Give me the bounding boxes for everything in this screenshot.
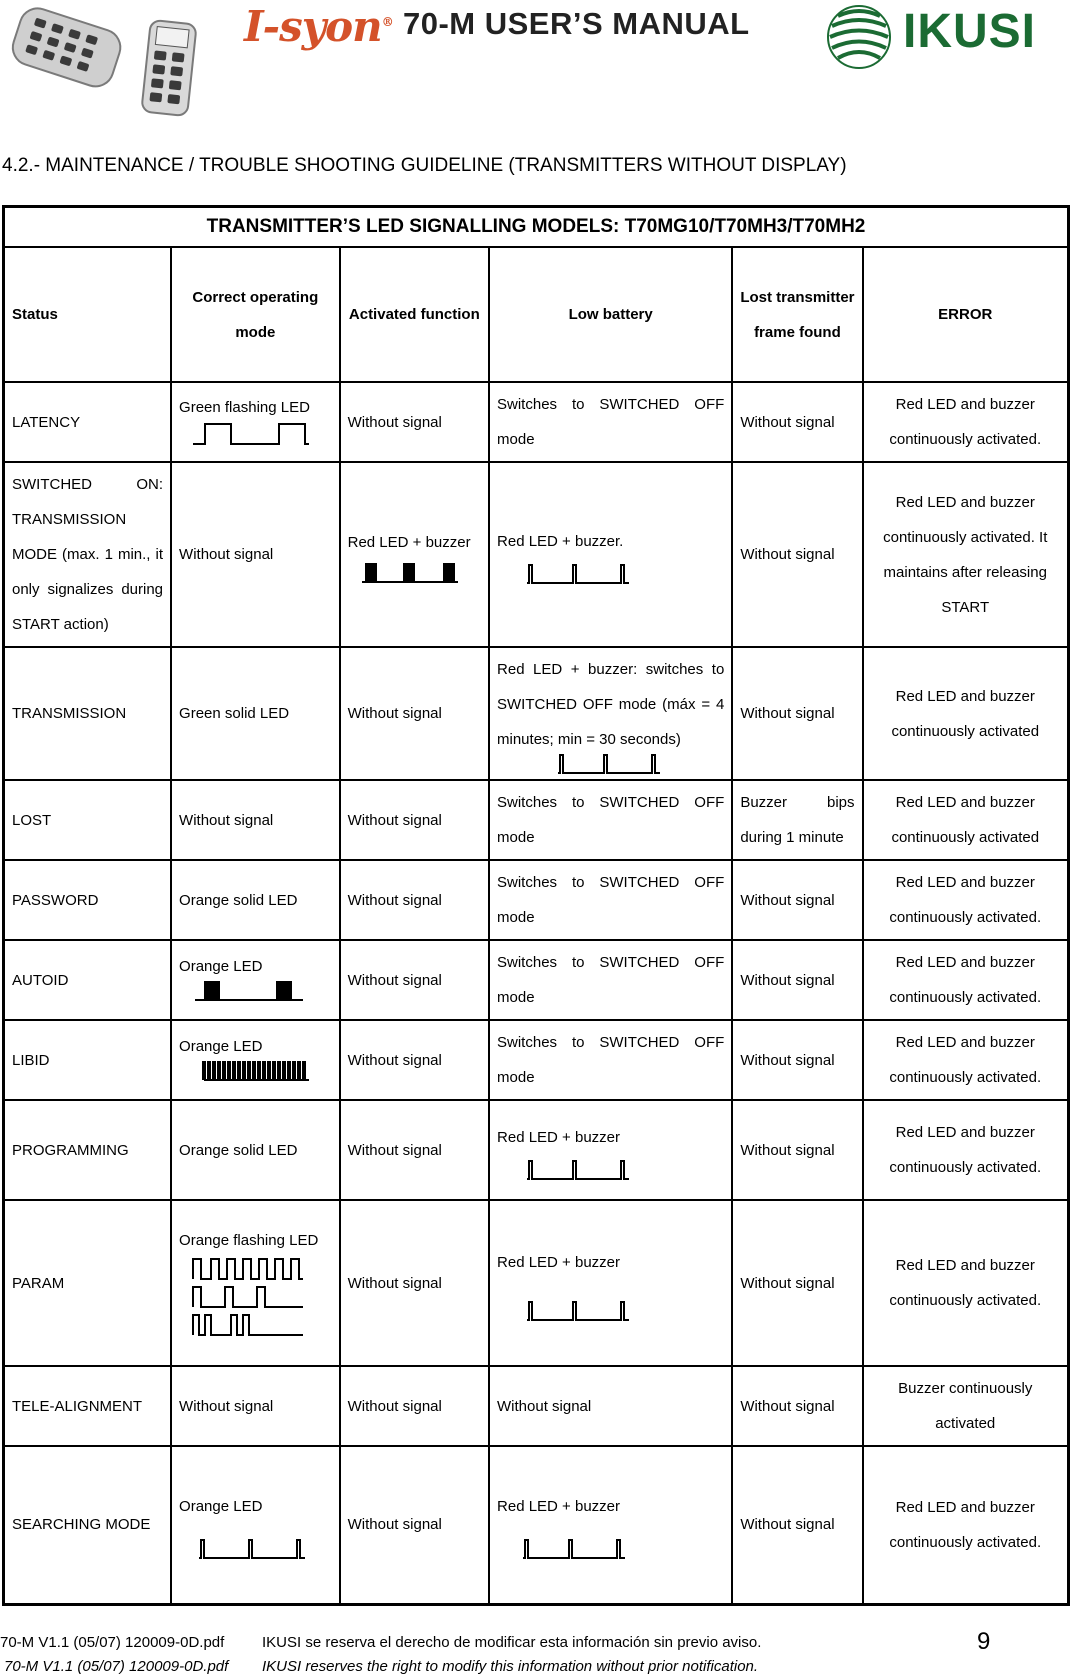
table-row (4, 780, 1069, 860)
cell-status: LATENCY (4, 382, 172, 462)
cell-low-battery: Switches to SWITCHED OFF mode (489, 382, 732, 462)
footer-notice-en: IKUSI reserves the right to modify this information without prior notification. (262, 1658, 759, 1675)
table-row (4, 860, 1069, 940)
cell-lost: Without signal (732, 1200, 862, 1366)
cell-lost: Buzzer bips during 1 minute (732, 780, 862, 860)
page-header (0, 0, 1072, 125)
cell-status: SEARCHING MODE (4, 1446, 172, 1604)
cell-low-battery: Red LED + buzzer (489, 1200, 732, 1366)
table-row (4, 647, 1069, 780)
cell-error: Red LED and buzzer continuously activated. (863, 1100, 1069, 1200)
cell-activated: Without signal (340, 1020, 489, 1100)
header-correct-mode: Correct operating mode (171, 247, 340, 382)
header-activated-function: Activated function (340, 247, 489, 382)
header-error: ERROR (863, 247, 1069, 382)
section-title: 4.2.- MAINTENANCE / TROUBLE SHOOTING GUIDELINE (TRANSMITTERS WITHOUT DISPLAY) (2, 155, 847, 176)
led-waveform-icon (191, 1255, 311, 1281)
cell-correct: Orange solid LED (171, 860, 340, 940)
cell-correct: Orange LED (171, 1020, 340, 1100)
led-waveform-icon (191, 1536, 311, 1560)
company-logo-text: IKUSI (903, 5, 1037, 58)
ikusi-globe-icon (826, 4, 892, 70)
cell-status: TELE-ALIGNMENT (4, 1366, 172, 1446)
header-lost-frame: Lost transmitter frame found (732, 247, 862, 382)
table-row (4, 940, 1069, 1020)
cell-correct: Without signal (171, 1366, 340, 1446)
cell-low-battery: Red LED + buzzer. (489, 462, 732, 647)
cell-correct: Orange flashing LED (171, 1200, 340, 1366)
cell-activated: Without signal (340, 780, 489, 860)
led-waveform-icon (525, 1157, 635, 1181)
cell-activated: Without signal (340, 647, 489, 780)
cell-correct: Without signal (171, 780, 340, 860)
cell-correct: Orange solid LED (171, 1100, 340, 1200)
header-low-battery: Low battery (489, 247, 732, 382)
led-waveform-icon (525, 561, 635, 585)
cell-status: SWITCHED ON: TRANSMISSION MODE (max. 1 min., it only signalizes during START action) (4, 462, 172, 647)
footer-doc-id-en: 70-M V1.1 (05/07) 120009-0D.pdf (4, 1658, 229, 1675)
cell-activated: Without signal (340, 860, 489, 940)
table-row (4, 1200, 1069, 1366)
cell-status: AUTOID (4, 940, 172, 1020)
cell-activated: Without signal (340, 1366, 489, 1446)
cell-correct: Orange LED (171, 1446, 340, 1604)
footer-doc-id: 70-M V1.1 (05/07) 120009-0D.pdf (0, 1634, 225, 1651)
cell-low-battery: Without signal (489, 1366, 732, 1446)
cell-lost: Without signal (732, 647, 862, 780)
cell-low-battery: Switches to SWITCHED OFF mode (489, 940, 732, 1020)
cell-activated: Red LED + buzzer (340, 462, 489, 647)
header-status: Status (4, 247, 172, 382)
remote-control-display-image (140, 18, 198, 118)
cell-error: Red LED and buzzer continuously activated. (863, 940, 1069, 1020)
cell-status: PARAM (4, 1200, 172, 1366)
cell-lost: Without signal (732, 940, 862, 1020)
cell-low-battery: Red LED + buzzer (489, 1100, 732, 1200)
cell-activated: Without signal (340, 940, 489, 1020)
table-row (4, 1020, 1069, 1100)
table-row (4, 1446, 1069, 1604)
table-row (4, 462, 1069, 647)
cell-low-battery: Red LED + buzzer (489, 1446, 732, 1604)
led-waveform-icon (521, 1536, 631, 1560)
cell-status: LOST (4, 780, 172, 860)
cell-error: Red LED and buzzer continuously activated. (863, 860, 1069, 940)
cell-activated: Without signal (340, 382, 489, 462)
cell-lost: Without signal (732, 1100, 862, 1200)
cell-error: Red LED and buzzer continuously activated (863, 780, 1069, 860)
cell-lost: Without signal (732, 1366, 862, 1446)
cell-error: Red LED and buzzer continuously activated (863, 647, 1069, 780)
table-row (4, 382, 1069, 462)
led-waveform-icon (525, 1298, 635, 1322)
cell-status: PASSWORD (4, 860, 172, 940)
brand-logo: I-syon® (244, 2, 393, 51)
led-waveform-icon (191, 1058, 315, 1082)
cell-error: Red LED and buzzer continuously activated. (863, 382, 1069, 462)
cell-lost: Without signal (732, 382, 862, 462)
cell-correct: Green flashing LED (171, 382, 340, 462)
cell-error: Red LED and buzzer continuously activated. (863, 1200, 1069, 1366)
cell-correct: Green solid LED (171, 647, 340, 780)
table-row (4, 1100, 1069, 1200)
cell-low-battery: Switches to SWITCHED OFF mode (489, 780, 732, 860)
led-waveform-icon (191, 1283, 311, 1309)
footer-notice-es: IKUSI se reserva el derecho de modificar esta información sin previo aviso. (262, 1634, 762, 1651)
cell-status: PROGRAMMING (4, 1100, 172, 1200)
led-signalling-table (2, 205, 1070, 1606)
cell-low-battery: Switches to SWITCHED OFF mode (489, 860, 732, 940)
cell-low-battery: Red LED + buzzer: switches to SWITCHED OFF mode (máx = 4 minutes; min = 30 seconds) (489, 647, 732, 780)
cell-status: LIBID (4, 1020, 172, 1100)
cell-lost: Without signal (732, 1020, 862, 1100)
remote-control-image (6, 4, 124, 94)
cell-error: Red LED and buzzer continuously activated. It maintains after releasing START (863, 462, 1069, 647)
led-waveform-icon (191, 420, 311, 446)
cell-correct: Orange LED (171, 940, 340, 1020)
cell-status: TRANSMISSION (4, 647, 172, 780)
cell-error: Red LED and buzzer continuously activated. (863, 1446, 1069, 1604)
page-number: 9 (977, 1628, 991, 1655)
cell-activated: Without signal (340, 1200, 489, 1366)
cell-error: Red LED and buzzer continuously activated. (863, 1020, 1069, 1100)
cell-correct: Without signal (171, 462, 340, 647)
table-row (4, 1366, 1069, 1446)
cell-lost: Without signal (732, 860, 862, 940)
led-waveform-icon (360, 560, 480, 584)
manual-title: 70-M USER’S MANUAL (403, 6, 750, 41)
led-waveform-icon (191, 978, 311, 1002)
cell-activated: Without signal (340, 1446, 489, 1604)
cell-activated: Without signal (340, 1100, 489, 1200)
table-caption: TRANSMITTER’S LED SIGNALLING MODELS: T70MG10/T70MH3/T70MH2 (4, 207, 1069, 248)
cell-low-battery: Switches to SWITCHED OFF mode (489, 1020, 732, 1100)
cell-error: Buzzer continuously activated (863, 1366, 1069, 1446)
cell-lost: Without signal (732, 1446, 862, 1604)
cell-lost: Without signal (732, 462, 862, 647)
led-waveform-icon (191, 1311, 311, 1337)
led-waveform-icon (556, 751, 666, 775)
